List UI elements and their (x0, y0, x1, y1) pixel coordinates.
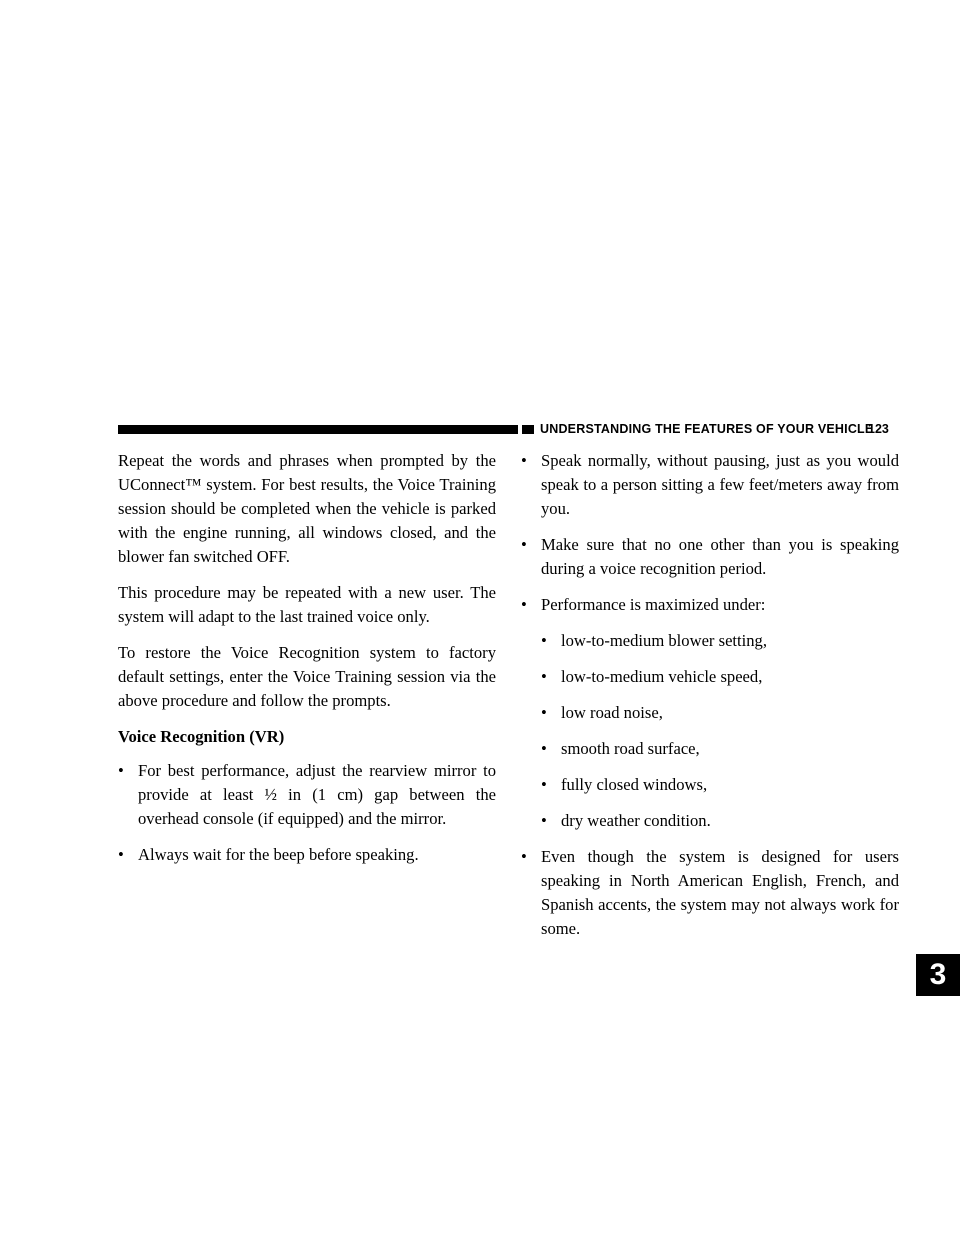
sub-bullet-item: • low-to-medium vehicle speed, (521, 665, 899, 689)
sub-bullet-item: • smooth road surface, (521, 737, 899, 761)
paragraph-voice-training: Repeat the words and phrases when prompted by the UConnect™ system. For best results, the Voice Training session should be completed when the vehicle is parked with the engine running, all windows closed, and the blower fan switched OFF. (118, 451, 496, 566)
chapter-tab: 3 (916, 954, 960, 996)
bullet-item: • Even though the system is designed for users speaking in North American English, French, and Spanish accents, the system may not always work for some. (521, 845, 899, 941)
header-rule-left (118, 425, 518, 434)
page-number: 123 (868, 422, 889, 436)
bullet-item: • Performance is maximized under: (521, 593, 899, 617)
sub-bullet-item: • low road noise, (521, 701, 899, 725)
running-header-title: UNDERSTANDING THE FEATURES OF YOUR VEHICLE (534, 420, 879, 438)
sub-bullet-item: • fully closed windows, (521, 773, 899, 797)
sub-bullet-item: • dry weather condition. (521, 809, 899, 833)
paragraph-new-user: This procedure may be repeated with a new user. The system will adapt to the last trained voice only. (118, 583, 496, 626)
bullet-item: • Speak normally, without pausing, just as you would speak to a person sitting a few feet/meters away from you. (521, 449, 899, 521)
bullet-item: • For best performance, adjust the rearview mirror to provide at least ½ in (1 cm) gap between the overhead console (if equipped) and the mirror. (118, 759, 496, 831)
bullet-item: • Always wait for the beep before speaking. (118, 843, 496, 867)
bullet-item: • Make sure that no one other than you is speaking during a voice recognition period. (521, 533, 899, 581)
sub-bullet-item: • low-to-medium blower setting, (521, 629, 899, 653)
right-column (521, 449, 899, 953)
section-heading-voice-recognition: Voice Recognition (VR) (118, 727, 285, 746)
left-column (118, 449, 496, 879)
paragraph-restore-defaults: To restore the Voice Recognition system to factory default settings, enter the Voice Training session via the above procedure and follow the prompts. (118, 643, 496, 710)
